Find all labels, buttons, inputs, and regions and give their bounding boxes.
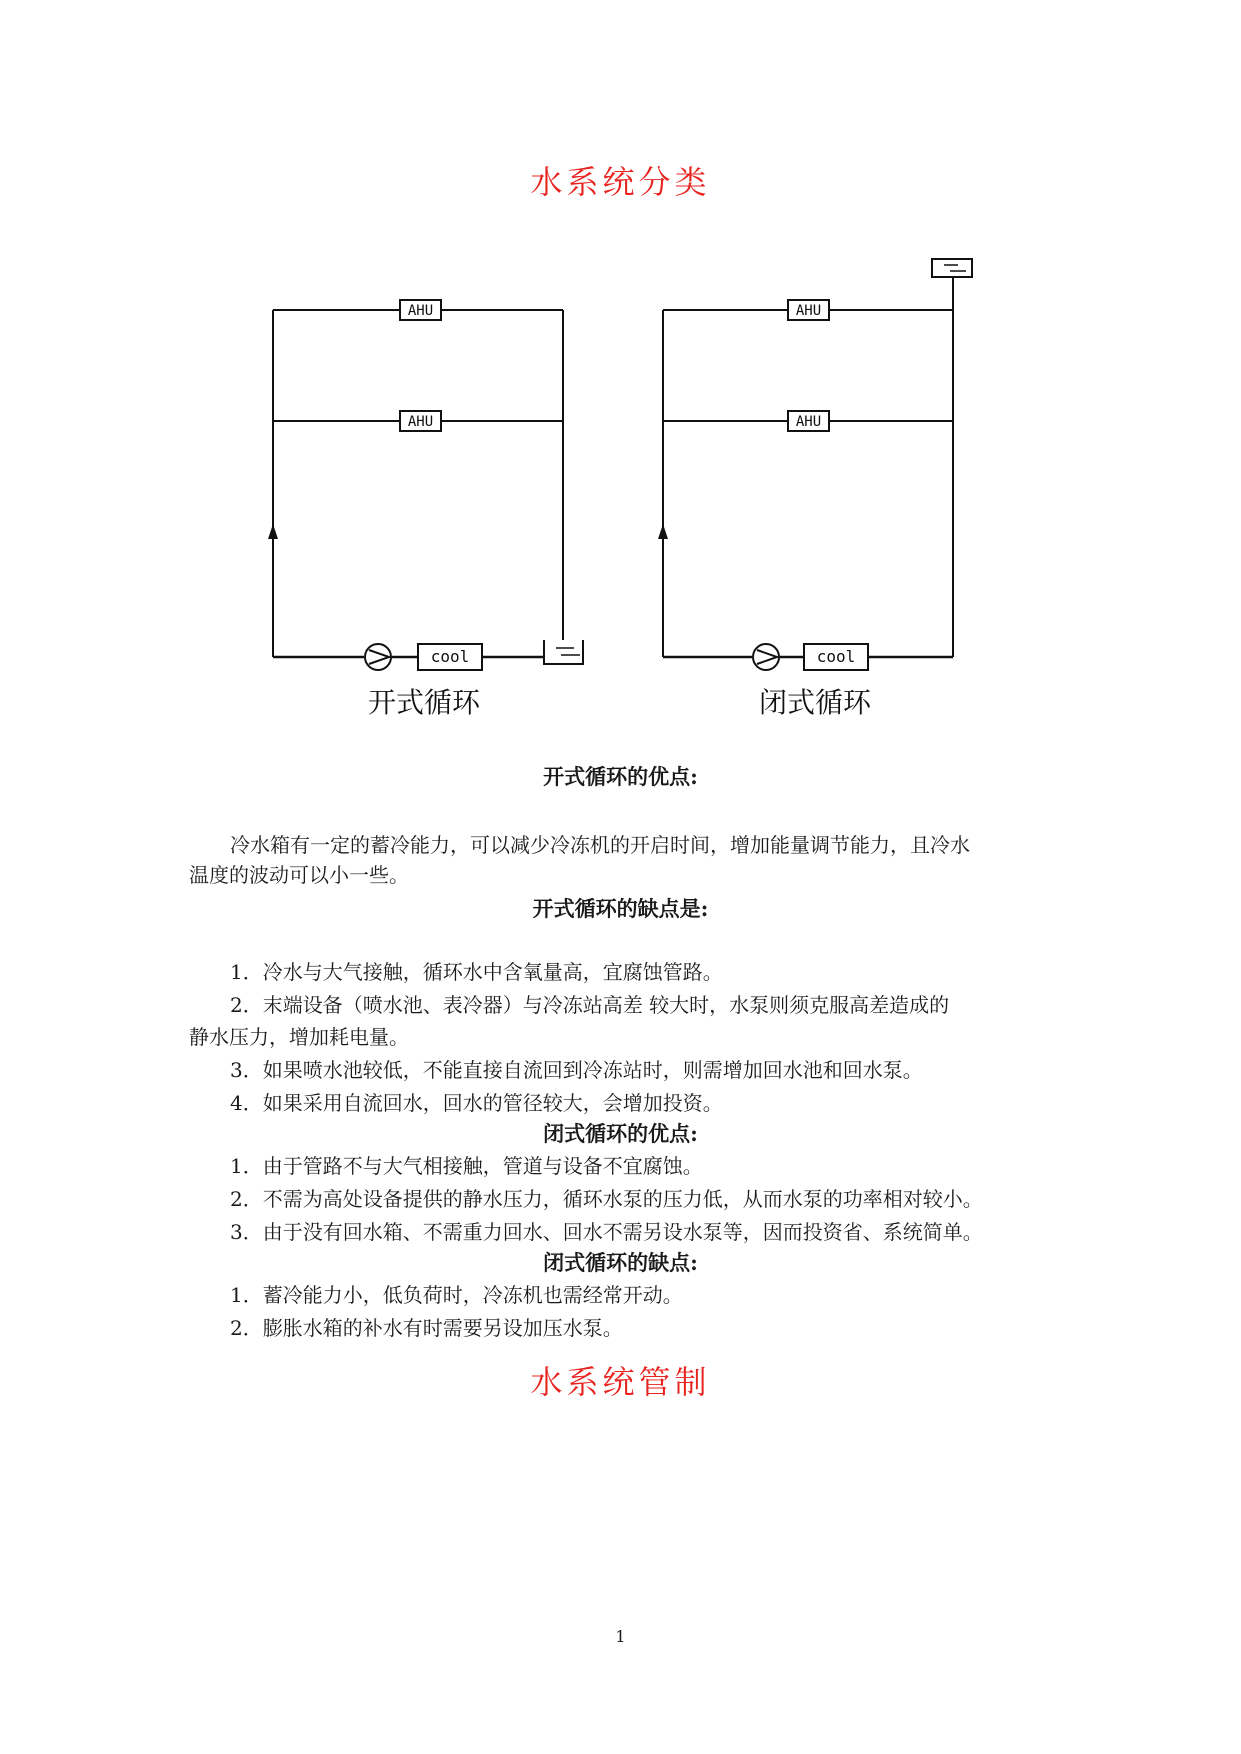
svg-text:AHU: AHU <box>407 303 434 319</box>
paragraph-text: 温度的波动可以小一些。 <box>189 863 409 887</box>
list-item: 2．膨胀水箱的补水有时需要另设加压水泵。 <box>230 1316 623 1340</box>
flow-arrow-icon <box>658 524 668 539</box>
section-heading: 闭式循环的优点: <box>543 1121 698 1146</box>
list-item: 1．蓄冷能力小，低负荷时，冷冻机也需经常开动。 <box>230 1283 683 1307</box>
list-item: 3．如果喷水池较低，不能直接自流回到冷冻站时，则需增加回水池和回水泵。 <box>230 1058 923 1082</box>
page-number: 1 <box>615 1627 626 1646</box>
closed-loop-diagram <box>663 277 953 657</box>
svg-text:AHU: AHU <box>795 414 822 430</box>
open-water-tank-icon <box>544 640 583 664</box>
list-item: 1．由于管路不与大气相接触，管道与设备不宜腐蚀。 <box>230 1154 703 1178</box>
flow-arrow-icon <box>268 524 278 539</box>
water-system-diagram <box>0 250 1241 730</box>
list-item: 静水压力，增加耗电量。 <box>189 1025 409 1049</box>
section-heading: 闭式循环的缺点: <box>543 1250 698 1275</box>
svg-text:AHU: AHU <box>407 414 434 430</box>
svg-text:cool: cool <box>430 647 470 666</box>
list-item: 4．如果采用自流回水，回水的管径较大，会增加投资。 <box>230 1091 723 1115</box>
closed-loop-caption: 闭式循环 <box>758 686 872 719</box>
list-item: 2．不需为高处设备提供的静水压力，循环水泵的压力低，从而水泵的功率相对较小。 <box>230 1187 983 1211</box>
pump-icon <box>753 644 779 670</box>
cooler-unit <box>804 644 868 670</box>
open-loop-caption: 开式循环 <box>367 686 481 719</box>
section-title: 水系统管制 <box>530 1363 711 1401</box>
svg-text:AHU: AHU <box>795 303 822 319</box>
pump-icon <box>365 644 391 670</box>
open-loop-diagram <box>273 310 563 657</box>
expansion-tank-icon <box>932 259 972 277</box>
section-heading: 开式循环的缺点是: <box>532 896 709 921</box>
list-item: 2．末端设备（喷水池、表冷器）与冷冻站高差 较大时，水泵则须克服高差造成的 <box>230 993 950 1017</box>
list-item: 3．由于没有回水箱、不需重力回水、回水不需另设水泵等，因而投资省、系统简单。 <box>230 1220 983 1244</box>
ahu-unit <box>400 411 441 431</box>
cooler-unit <box>418 644 482 670</box>
ahu-unit <box>788 300 829 320</box>
page-title: 水系统分类 <box>530 163 711 201</box>
list-item: 1．冷水与大气接触，循环水中含氧量高，宜腐蚀管路。 <box>230 960 723 984</box>
ahu-unit <box>400 300 441 320</box>
section-heading: 开式循环的优点: <box>543 764 698 789</box>
paragraph-text: 冷水箱有一定的蓄冷能力，可以减少冷冻机的开启时间，增加能量调节能力，且冷水 <box>230 833 970 857</box>
ahu-unit <box>788 411 829 431</box>
svg-text:cool: cool <box>816 647 856 666</box>
